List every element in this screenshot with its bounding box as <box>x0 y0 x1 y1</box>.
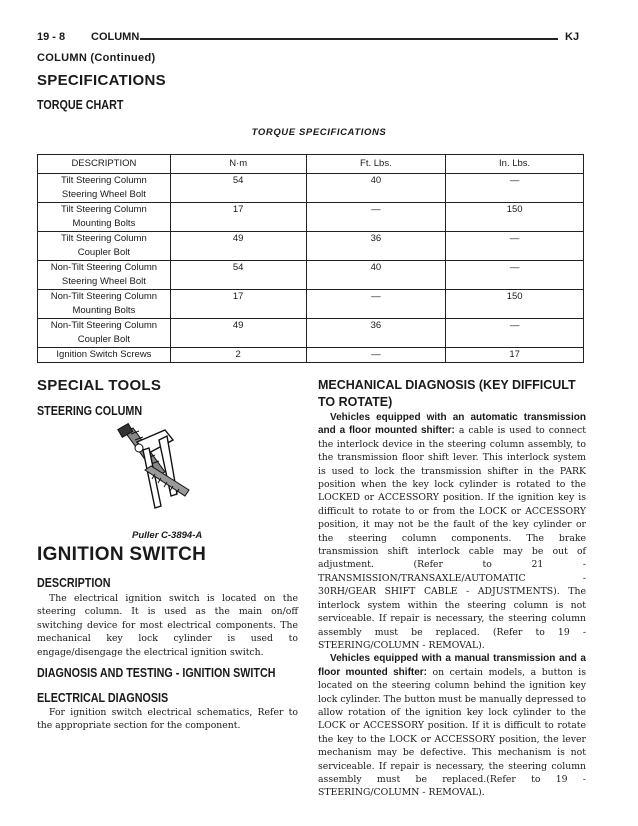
steering-column-heading: STEERING COLUMN <box>37 404 143 418</box>
description-line: Mounting Bolts <box>72 305 136 316</box>
table-row <box>38 348 584 363</box>
cell-nm: 54 <box>170 174 306 203</box>
cell-in-lbs: — <box>446 319 584 348</box>
model-code: KJ <box>565 31 580 43</box>
mechanical-diagnosis-text <box>318 411 586 800</box>
description-line: Coupler Bolt <box>77 247 131 258</box>
table-row <box>38 232 584 261</box>
cell-in-lbs: 150 <box>446 203 584 232</box>
cell-description <box>38 348 171 363</box>
table-row <box>38 261 584 290</box>
automatic-trans-lead: Vehicles equipped with an automatic transmission and a floor mounted shifter: <box>318 412 586 437</box>
description-line: Tilt Steering Column <box>61 175 147 186</box>
col-nm: N·m <box>170 155 306 174</box>
table-title: TORQUE SPECIFICATIONS <box>251 127 387 138</box>
cell-in-lbs: 150 <box>446 290 584 319</box>
torque-chart-heading: TORQUE CHART <box>37 98 124 112</box>
tool-caption: Puller C-3894-A <box>132 530 203 541</box>
col-description: DESCRIPTION <box>38 155 171 174</box>
cell-nm: 54 <box>170 261 306 290</box>
col-ft-lbs: Ft. Lbs. <box>306 155 446 174</box>
continued-label: COLUMN (Continued) <box>37 52 156 64</box>
table-row <box>38 203 584 232</box>
cell-ft-lbs: 40 <box>306 174 446 203</box>
cell-description <box>38 232 171 261</box>
cell-in-lbs: 17 <box>446 348 584 363</box>
table-header-row <box>38 155 584 174</box>
description-line: Tilt Steering Column <box>61 233 147 244</box>
description-line: Steering Wheel Bolt <box>61 189 146 200</box>
table-row <box>38 174 584 203</box>
description-line: Steering Wheel Bolt <box>61 276 146 287</box>
electrical-diagnosis-heading: ELECTRICAL DIAGNOSIS <box>37 691 169 705</box>
cell-description <box>38 319 171 348</box>
automatic-trans-text: a cable is used to connect the interlock device in the steering column assembly, to the transmission floor shift lever. This interlock system is used to lock the transmission shifter in the PARK position when the key lock cylinder is rotated to the LOCKED or ACCESSORY position. If the ignition key is difficult to rotate to or from the LOCK or ACCESSORY position, it may not be the fault of the key cylinder or the steering column components. The brake transmission shift interlock cable may be out of adjustment. (Refer to 21 - TRANSMISSION/TRANSAXLE/AUTOMATIC - 30RH/GEAR SHIFT CABLE - ADJUSTMENTS). The interlock system within the steering column is not serviceable. If repair is necessary, the steering column assembly must be replaced. (Refer to 19 - STEERING/COLUMN - REMOVAL). <box>318 425 586 651</box>
puller-tool-illustration <box>95 422 205 522</box>
cell-in-lbs: — <box>446 261 584 290</box>
cell-ft-lbs: 36 <box>306 232 446 261</box>
cell-description <box>38 290 171 319</box>
cell-description <box>38 174 171 203</box>
cell-nm: 49 <box>170 232 306 261</box>
description-line: Non-Tilt Steering Column <box>50 291 158 302</box>
table-row <box>38 319 584 348</box>
manual-trans-lead: Vehicles equipped with a manual transmission and a floor mounted shifter: <box>318 653 586 678</box>
cell-in-lbs: — <box>446 232 584 261</box>
diagnosis-testing-heading: DIAGNOSIS AND TESTING - IGNITION SWITCH <box>37 666 276 680</box>
page-number: 19 - 8 <box>37 31 66 43</box>
description-line: Tilt Steering Column <box>61 204 147 215</box>
cell-nm: 17 <box>170 290 306 319</box>
header-rule <box>140 38 558 40</box>
cell-in-lbs: — <box>446 174 584 203</box>
cell-ft-lbs: 36 <box>306 319 446 348</box>
ignition-switch-heading: IGNITION SWITCH <box>37 544 207 565</box>
specifications-heading: SPECIFICATIONS <box>37 72 166 89</box>
cell-ft-lbs: — <box>306 290 446 319</box>
mechanical-diagnosis-heading: MECHANICAL DIAGNOSIS (KEY DIFFICULT TO ROTATE) <box>318 378 576 409</box>
cell-ft-lbs: 40 <box>306 261 446 290</box>
cell-description <box>38 261 171 290</box>
cell-ft-lbs: — <box>306 203 446 232</box>
table-row <box>38 290 584 319</box>
special-tools-heading: SPECIAL TOOLS <box>37 377 162 394</box>
section-title: COLUMN <box>91 31 140 43</box>
description-line: Mounting Bolts <box>72 218 136 229</box>
description-line: Ignition Switch Screws <box>56 349 152 360</box>
electrical-diagnosis-text: For ignition switch electrical schematics, Refer to the appropriate section for the component. <box>37 707 298 732</box>
cell-description <box>38 203 171 232</box>
cell-nm: 17 <box>170 203 306 232</box>
description-line: Non-Tilt Steering Column <box>50 320 158 331</box>
description-text: The electrical ignition switch is located on the steering column. It is used as the main on/off switching device for most electrical components. The mechanical key lock cylinder is used to engage/disengage the electrical ignition switch. <box>37 593 298 658</box>
manual-trans-text: on certain models, a button is located on the steering column behind the ignition key lock cylinder. The button must be manually depressed to allow rotation of the ignition key lock cylinder to the LOCK or ACCESSORY position. If it is difficult to rotate the key to the LOCK or ACCESSORY position, the lever mechanism may be defective. This mechanism is not serviceable. If repair is necessary, the steering column assembly must be replaced.(Refer to 19 - STEERING/COLUMN - REMOVAL). <box>318 666 586 799</box>
description-line: Non-Tilt Steering Column <box>50 262 158 273</box>
cell-nm: 2 <box>170 348 306 363</box>
description-line: Coupler Bolt <box>77 334 131 345</box>
cell-nm: 49 <box>170 319 306 348</box>
col-in-lbs: In. Lbs. <box>446 155 584 174</box>
torque-table <box>37 154 584 363</box>
cell-ft-lbs: — <box>306 348 446 363</box>
description-heading: DESCRIPTION <box>37 576 111 590</box>
